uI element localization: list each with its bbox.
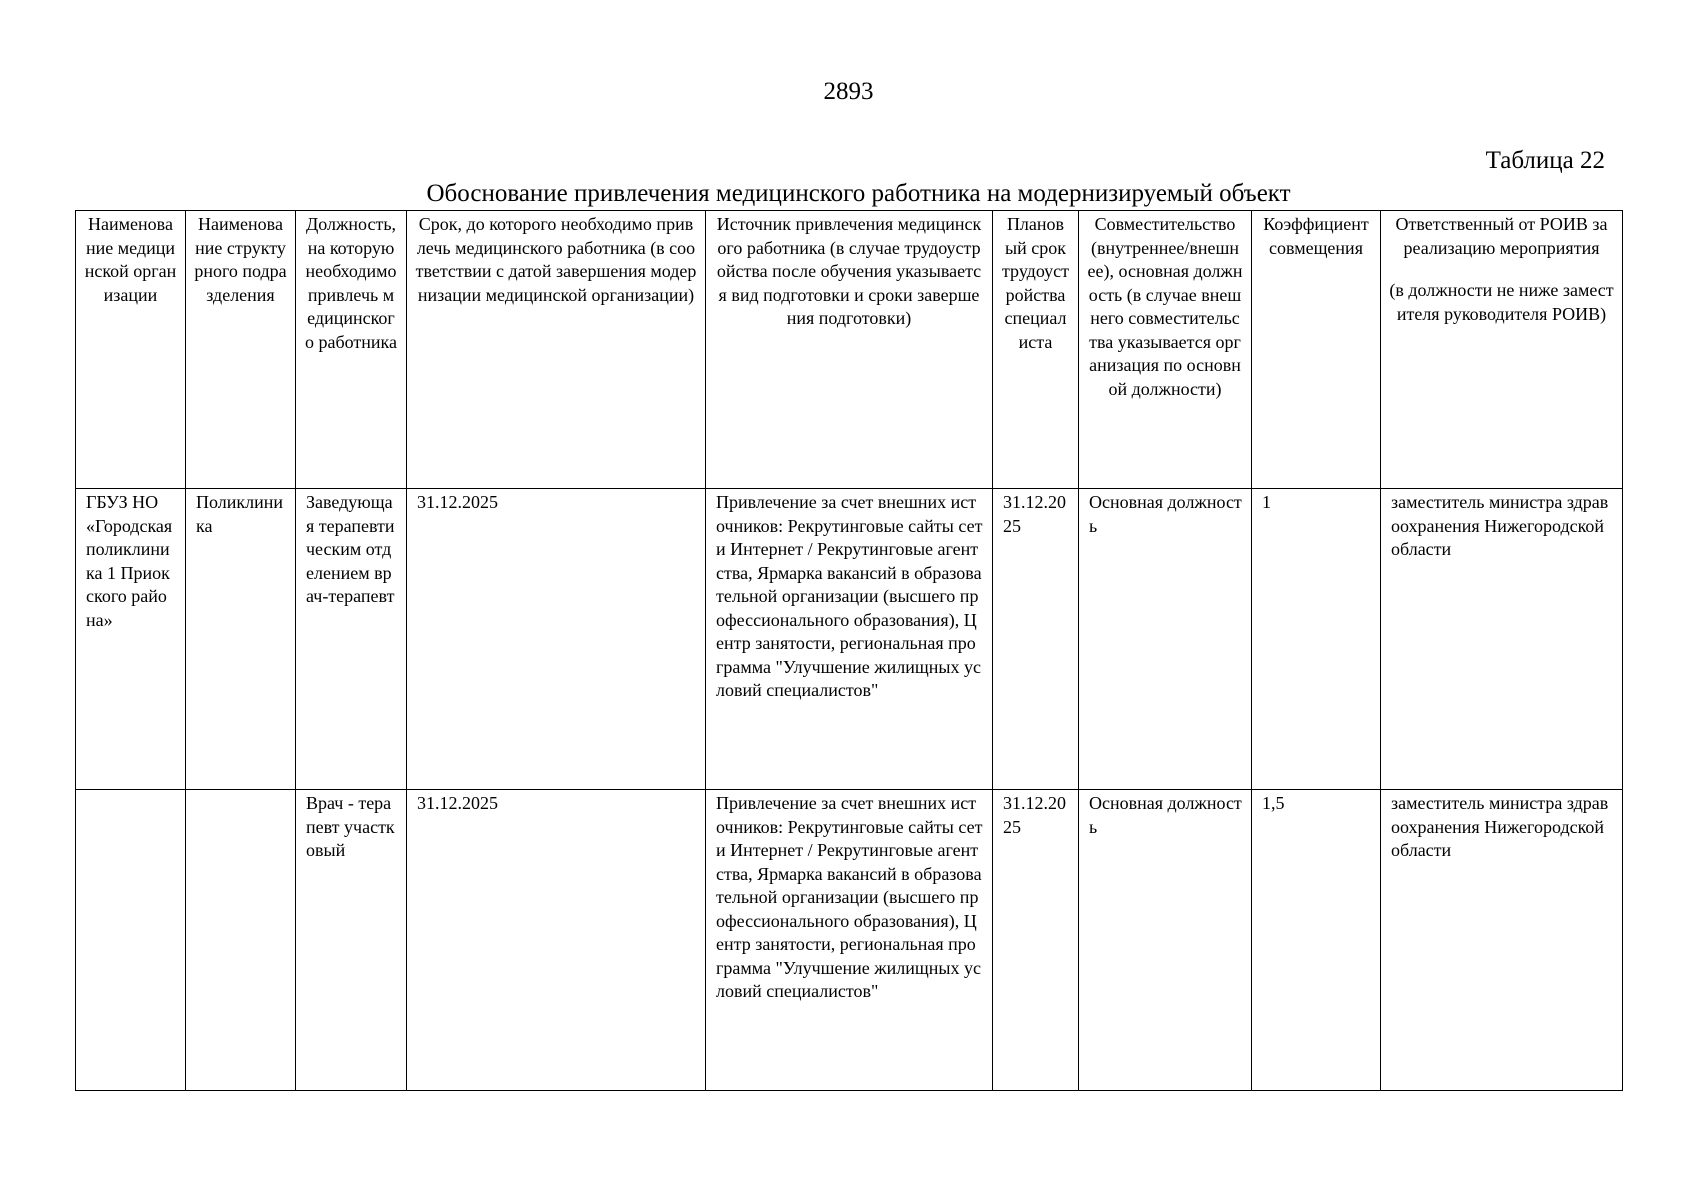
cell-combo: Основная должность [1079, 489, 1252, 790]
header-coef: Коэффициент совмещения [1252, 211, 1381, 489]
header-responsible [1381, 211, 1623, 489]
table-row [76, 790, 1623, 1091]
cell-coef: 1,5 [1252, 790, 1381, 1091]
header-combo: Совместительство (внутреннее/внешнее), основная должность (в случае внешнего совместительства указывается организация по основной должности) [1079, 211, 1252, 489]
cell-unit [186, 790, 296, 1091]
cell-source: Привлечение за счет внешних источников: Рекрутинговые сайты сети Интернет / Рекрутинговые агентства, Ярмарка вакансий в образовательной организации (высшего профессионального образования), Центр занятости, региональная программа "Улучшение жилищных условий специалистов" [706, 790, 993, 1091]
header-responsible-main: Ответственный от РОИВ за реализацию мероприятия [1395, 214, 1608, 258]
justification-table [75, 210, 1623, 1091]
table-label: Таблица 22 [1485, 147, 1605, 174]
header-deadline: Срок, до которого необходимо привлечь медицинского работника (в соответствии с датой завершения модернизации медицинской организации) [407, 211, 706, 489]
header-responsible-note: (в должности не ниже заместителя руководителя РОИВ) [1389, 280, 1614, 324]
table-row [76, 489, 1623, 790]
cell-unit: Поликлиника [186, 489, 296, 790]
table-title: Обоснование привлечения медицинского работника на модернизируемый объект [426, 180, 1291, 207]
cell-position: Заведующая терапевтическим отделением врач-терапевт [296, 489, 407, 790]
cell-plan: 31.12.2025 [993, 489, 1079, 790]
cell-responsible: заместитель министра здравоохранения Нижегородской области [1381, 790, 1623, 1091]
cell-coef: 1 [1252, 489, 1381, 790]
cell-deadline: 31.12.2025 [407, 489, 706, 790]
header-source: Источник привлечения медицинского работника (в случае трудоустройства после обучения указывается вид подготовки и сроки завершения подготовки) [706, 211, 993, 489]
page-number: 2893 [823, 78, 874, 105]
header-unit: Наименование структурного подразделения [186, 211, 296, 489]
cell-plan: 31.12.2025 [993, 790, 1079, 1091]
cell-org [76, 790, 186, 1091]
header-org: Наименование медицинской организации [76, 211, 186, 489]
cell-responsible: заместитель министра здравоохранения Нижегородской области [1381, 489, 1623, 790]
table-header-row [76, 211, 1623, 489]
cell-position: Врач - терапевт участковый [296, 790, 407, 1091]
cell-source: Привлечение за счет внешних источников: Рекрутинговые сайты сети Интернет / Рекрутинговые агентства, Ярмарка вакансий в образовательной организации (высшего профессионального образования), Центр занятости, региональная программа "Улучшение жилищных условий специалистов" [706, 489, 993, 790]
header-position: Должность, на которую необходимо привлечь медицинского работника [296, 211, 407, 489]
cell-deadline: 31.12.2025 [407, 790, 706, 1091]
cell-org: ГБУЗ НО «Городская поликлиника 1 Приокского района» [76, 489, 186, 790]
header-plan: Плановый срок трудоустройства специалиста [993, 211, 1079, 489]
cell-combo: Основная должность [1079, 790, 1252, 1091]
